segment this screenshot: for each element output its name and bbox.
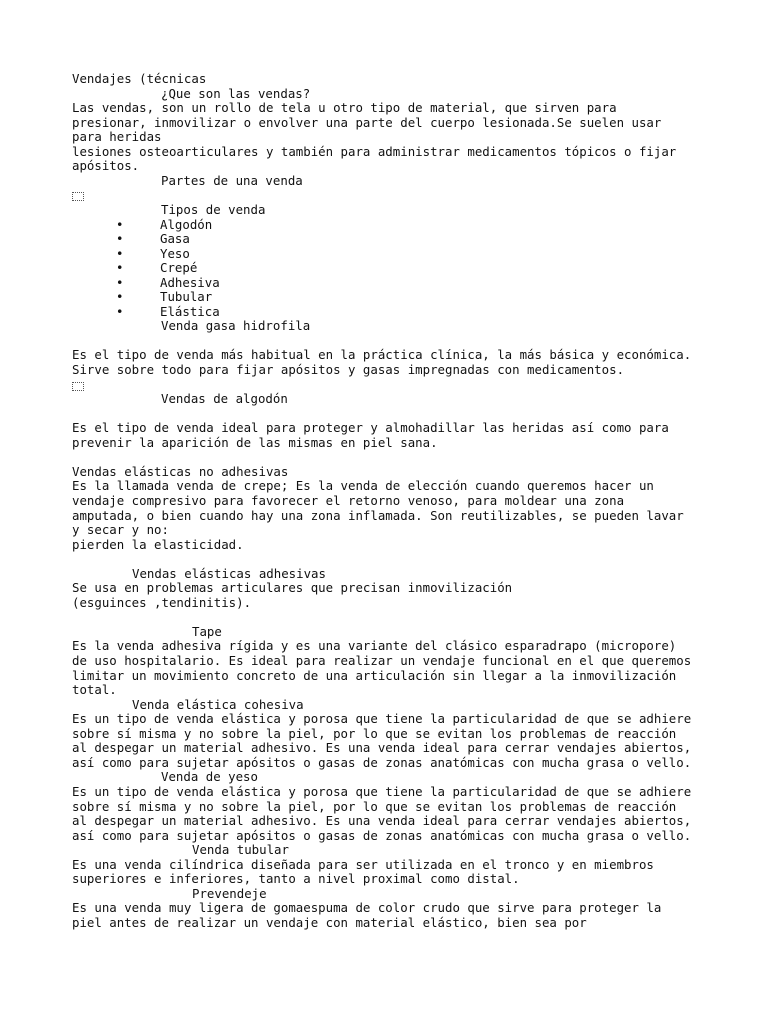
text-line: sobre sí misma y no sobre la piel, por lo que se evitan los problemas de reacción <box>72 725 677 741</box>
text-line: limitar un movimiento concreto de una articulación sin llegar a la inmovilización <box>72 667 677 683</box>
list-item: Gasa <box>160 231 190 247</box>
text-line: Partes de una venda <box>161 172 303 188</box>
text-line: Venda tubular <box>192 842 289 858</box>
text-line: Se usa en problemas articulares que precisan inmovilización <box>72 580 513 596</box>
text-line: total. <box>72 682 117 698</box>
bullet-icon: • <box>116 260 124 276</box>
list-item: Adhesiva <box>160 274 220 290</box>
text-line: sobre sí misma y no sobre la piel, por lo que se evitan los problemas de reacción <box>72 798 677 814</box>
text-line: Es un tipo de venda elástica y porosa que tiene la particularidad de que se adhiere <box>72 711 692 727</box>
list-item: Algodón <box>160 216 213 232</box>
text-line: prevenir la aparición de las mismas en piel sana. <box>72 434 438 450</box>
text-line: Tape <box>192 623 222 639</box>
text-line: para heridas <box>72 129 162 145</box>
text-line: Es una venda muy ligera de gomaespuma de color crudo que sirve para proteger la <box>72 900 662 916</box>
text-line: Venda elástica cohesiva <box>132 696 304 712</box>
text-line: Vendas de algodón <box>161 391 288 407</box>
bullet-icon: • <box>116 231 124 247</box>
text-line: vendaje compresivo para favorecer el retorno venoso, para moldear una zona <box>72 492 625 508</box>
text-line: Es una venda cilíndrica diseñada para ser utilizada en el tronco y en miembros <box>72 856 654 872</box>
text-line: y secar y no: <box>72 522 169 538</box>
text-line: piel antes de realizar un vendaje con material elástico, bien sea por <box>72 914 587 930</box>
text-line: Vendajes (técnicas <box>72 71 207 86</box>
text-line: (esguinces ,tendinitis). <box>72 594 252 610</box>
bullet-icon: • <box>116 245 124 261</box>
text-line: presionar, inmovilizar o envolver una parte del cuerpo lesionada.Se suelen usar <box>72 114 662 130</box>
missing-image-icon <box>72 382 84 391</box>
text-line: así como para sujetar apósitos o gasas de zonas anatómicas con mucha grasa o vello. <box>72 827 692 843</box>
bullet-icon: • <box>116 274 124 290</box>
text-line: apósitos. <box>72 158 140 174</box>
text-line: Es el tipo de venda ideal para proteger y almohadillar las heridas así como para <box>72 420 669 436</box>
list-item: Elástica <box>160 303 220 319</box>
text-line: Es un tipo de venda elástica y porosa que tiene la particularidad de que se adhiere <box>72 783 692 799</box>
text-line: Es la llamada venda de crepe; Es la venda de elección cuando queremos hacer un <box>72 478 654 494</box>
text-line: Las vendas, son un rollo de tela u otro tipo de material, que sirven para <box>72 100 617 116</box>
text-line: Venda de yeso <box>161 769 258 785</box>
bullet-icon: • <box>116 289 124 305</box>
text-line: Vendas elásticas no adhesivas <box>72 463 289 479</box>
text-line: Venda gasa hidrofila <box>161 318 311 334</box>
text-line: amputada, o bien cuando hay una zona inflamada. Son reutilizables, se pueden lavar <box>72 507 684 523</box>
list-item: Yeso <box>160 245 190 261</box>
missing-image-icon <box>72 192 84 201</box>
text-line: superiores e inferiores, tanto a nivel proximal como distal. <box>72 871 520 887</box>
text-line: Tipos de venda <box>161 201 266 217</box>
text-line: Es la venda adhesiva rígida y es una variante del clásico esparadrapo (micropore) <box>72 638 677 654</box>
bullet-icon: • <box>116 303 124 319</box>
text-line: Vendas elásticas adhesivas <box>132 565 326 581</box>
text-line: Sirve sobre todo para fijar apósitos y gasas impregnadas con medicamentos. <box>72 362 625 377</box>
text-line: lesiones osteoarticulares y también para administrar medicamentos tópicos o fijar <box>72 143 677 159</box>
text-line: ¿Que son las vendas? <box>161 85 311 101</box>
text-line: al despegar un material adhesivo. Es una venda ideal para cerrar vendajes abiertos, <box>72 740 692 756</box>
text-line: Prevendeje <box>192 885 267 901</box>
text-line: pierden la elasticidad. <box>72 536 244 552</box>
text-line: de uso hospitalario. Es ideal para realizar un vendaje funcional en el que queremos <box>72 653 692 668</box>
text-line: así como para sujetar apósitos o gasas de zonas anatómicas con mucha grasa o vello. <box>72 754 692 770</box>
list-item: Tubular <box>160 289 213 305</box>
bullet-icon: • <box>116 216 124 232</box>
list-item: Crepé <box>160 260 198 276</box>
text-line: al despegar un material adhesivo. Es una venda ideal para cerrar vendajes abiertos, <box>72 813 692 829</box>
text-line: Es el tipo de venda más habitual en la práctica clínica, la más básica y económica. <box>72 347 692 363</box>
